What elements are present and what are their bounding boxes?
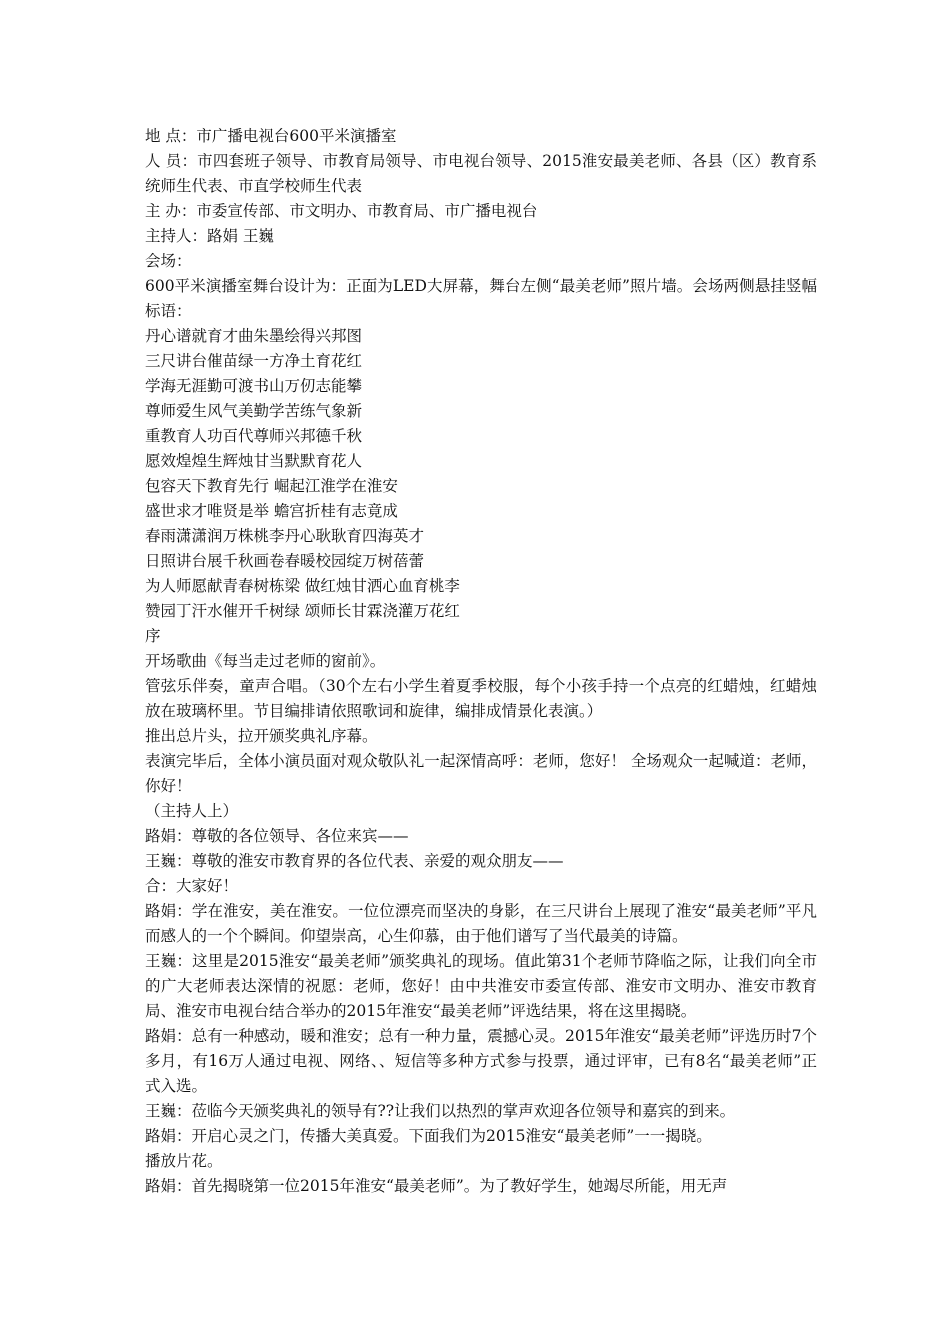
dialogue-line: 王巍：莅临今天颁奖典礼的领导有??让我们以热烈的掌声欢迎各位领导和嘉宾的到来。 [145,1102,736,1120]
slogan-line: 尊师爱生风气美勤学苦练气象新 [145,402,363,420]
venue-line: 地 点：市广播电视台600平米演播室 [145,127,397,145]
slogan-line: 丹心谱就育才曲朱墨绘得兴邦图 [145,327,363,345]
stage-direction: 播放片花。 [145,1152,223,1170]
attendees-line: 人 员：市四套班子领导、市教育局领导、市电视台领导、2015淮安最美老师、各县（区）教育系统师生代表、市直学校师生代表 [145,152,817,195]
slogan-line: 包容天下教育先行 崛起江淮学在淮安 [145,477,398,495]
script-paragraph: 开场歌曲《每当走过老师的窗前》。 [145,652,386,670]
host-line: 主持人：路娟 王巍 [145,227,274,245]
slogan-line: 春雨潇潇润万株桃李丹心耿耿育四海英才 [145,527,425,545]
dialogue-line: 王巍：这里是2015淮安“最美老师”颁奖典礼的现场。值此第31个老师节降临之际，让我们向全市的广大老师表达深情的祝愿：老师，您好！由中共淮安市委宣传部、淮安市文明办、淮安市教育局、淮安市电视台结合举办的2015年淮安“最美老师”评选结果，将在这里揭晓。 [145,952,817,1020]
prologue-heading: 序 [145,627,161,645]
slogan-line: 盛世求才唯贤是举 蟾宫折桂有志竟成 [145,502,398,520]
slogan-line: 重教育人功百代尊师兴邦德千秋 [145,427,363,445]
script-paragraph: 管弦乐伴奏，童声合唱。（30个左右小学生着夏季校服，每个小孩手持一个点亮的红蜡烛，红蜡烛放在玻璃杯里。节目编排请依照歌词和旋律，编排成情景化表演。） [145,677,817,720]
venue-heading: 会场： [145,252,192,270]
dialogue-line: 路娟：开启心灵之门，传播大美真爱。下面我们为2015淮安“最美老师”一一揭晓。 [145,1127,712,1145]
slogan-line: 愿效煌煌生辉烛甘当默默育花人 [145,452,363,470]
script-paragraph: 推出总片头，拉开颁奖典礼序幕。 [145,727,378,745]
stage-direction: （主持人上） [145,802,239,820]
dialogue-line: 合：大家好！ [145,877,239,895]
dialogue-line: 路娟：总有一种感动，暖和淮安；总有一种力量，震撼心灵。2015年淮安“最美老师”评选历时7个多月，有16万人通过电视、网络、、短信等多种方式参与投票，通过评审，已有8名“最美老师”正式入选。 [145,1027,817,1095]
dialogue-line: 路娟：尊敬的各位领导、各位来宾—— [145,827,409,845]
dialogue-line: 路娟：首先揭晓第一位2015年淮安“最美老师”。为了教好学生，她竭尽所能，用无声 [145,1177,728,1195]
organizer-line: 主 办：市委宣传部、市文明办、市教育局、市广播电视台 [145,202,538,220]
slogan-line: 赞园丁汗水催开千树绿 颂师长甘霖浇灌万花红 [145,602,460,620]
slogan-line: 为人师愿献青春树栋梁 做红烛甘洒心血育桃李 [145,577,460,595]
script-paragraph: 表演完毕后，全体小演员面对观众敬队礼一起深情高呼：老师，您好！ 全场观众一起喊道：老师，你好！ [145,752,817,795]
document-body [145,124,817,1199]
stage-design-paragraph: 600平米演播室舞台设计为：正面为LED大屏幕，舞台左侧“最美老师”照片墙。会场两侧悬挂竖幅标语： [145,277,817,320]
slogan-line: 学海无涯勤可渡书山万仞志能攀 [145,377,363,395]
dialogue-line: 路娟：学在淮安，美在淮安。一位位漂亮而坚决的身影，在三尺讲台上展现了淮安“最美老师”平凡而感人的一个个瞬间。仰望崇高，心生仰慕，由于他们谱写了当代最美的诗篇。 [145,902,817,945]
dialogue-line: 王巍：尊敬的淮安市教育界的各位代表、亲爱的观众朋友—— [145,852,564,870]
slogan-line: 日照讲台展千秋画卷春暖校园绽万树蓓蕾 [145,552,425,570]
slogan-line: 三尺讲台催苗绿一方净土育花红 [145,352,363,370]
